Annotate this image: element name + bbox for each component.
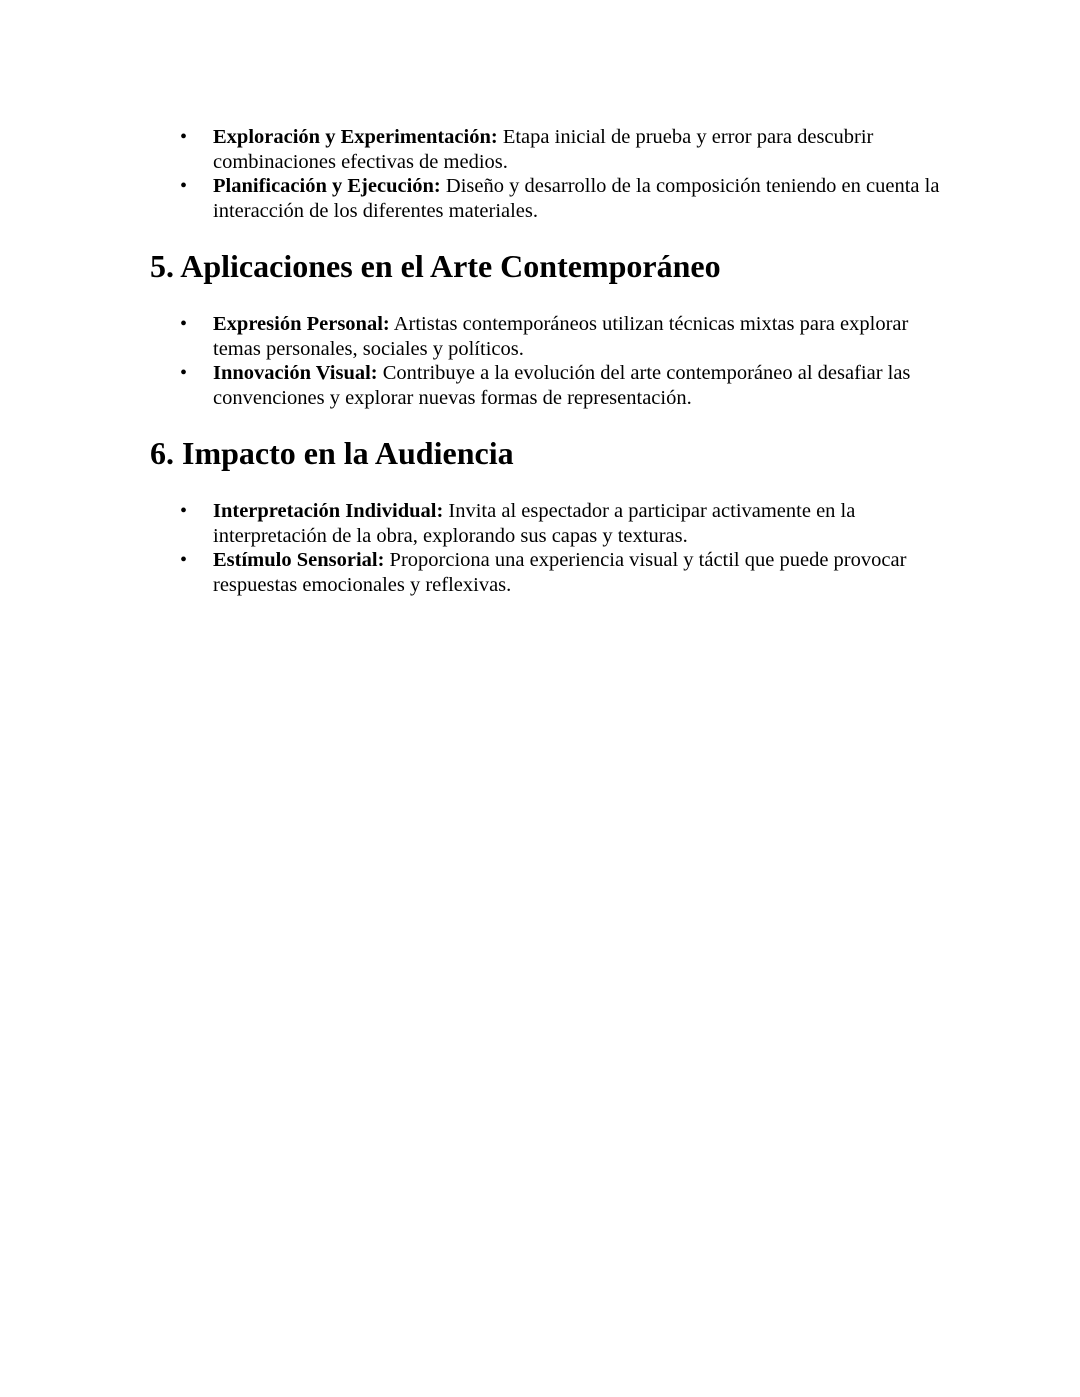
list-item: [150, 499, 950, 548]
bullet-icon: •: [180, 313, 188, 335]
item-term: Exploración y Experimentación:: [213, 126, 498, 148]
item-term: Planificación y Ejecución:: [213, 175, 441, 197]
item-text: Diseño y desarrollo de la composición teniendo en cuenta la interacción de los diferentes materiales.: [213, 175, 940, 222]
bullet-icon: •: [180, 175, 188, 197]
item-term: Innovación Visual:: [213, 362, 378, 384]
item-text: Etapa inicial de prueba y error para descubrir combinaciones efectivas de medios.: [213, 126, 874, 173]
item-text: Invita al espectador a participar activamente en la interpretación de la obra, explorando sus capas y texturas.: [213, 500, 856, 547]
item-text: Artistas contemporáneos utilizan técnicas mixtas para explorar temas personales, sociales y políticos.: [213, 313, 909, 360]
list-item: [150, 312, 950, 361]
bullet-icon: •: [180, 126, 188, 148]
list-item: [150, 125, 950, 174]
item-term: Expresión Personal:: [213, 313, 390, 335]
item-term: Estímulo Sensorial:: [213, 549, 385, 571]
bullet-icon: •: [180, 500, 188, 522]
bullet-icon: •: [180, 549, 188, 571]
list-item: [150, 361, 950, 410]
list-item: [150, 548, 950, 597]
section-heading-audience: 6. Impacto en la Audiencia: [150, 435, 514, 471]
bullet-list-applications: [150, 312, 950, 410]
list-item: [150, 174, 950, 223]
document-body: [150, 125, 950, 597]
item-text: Proporciona una experiencia visual y táctil que puede provocar respuestas emocionales y reflexivas.: [213, 549, 907, 596]
bullet-icon: •: [180, 362, 188, 384]
section-heading-applications: 5. Aplicaciones en el Arte Contemporáneo: [150, 248, 721, 284]
bullet-list-audience: [150, 499, 950, 597]
item-term: Interpretación Individual:: [213, 500, 444, 522]
item-text: Contribuye a la evolución del arte contemporáneo al desafiar las convenciones y explorar nuevas formas de representación.: [213, 362, 911, 409]
bullet-list-process: [150, 125, 950, 223]
